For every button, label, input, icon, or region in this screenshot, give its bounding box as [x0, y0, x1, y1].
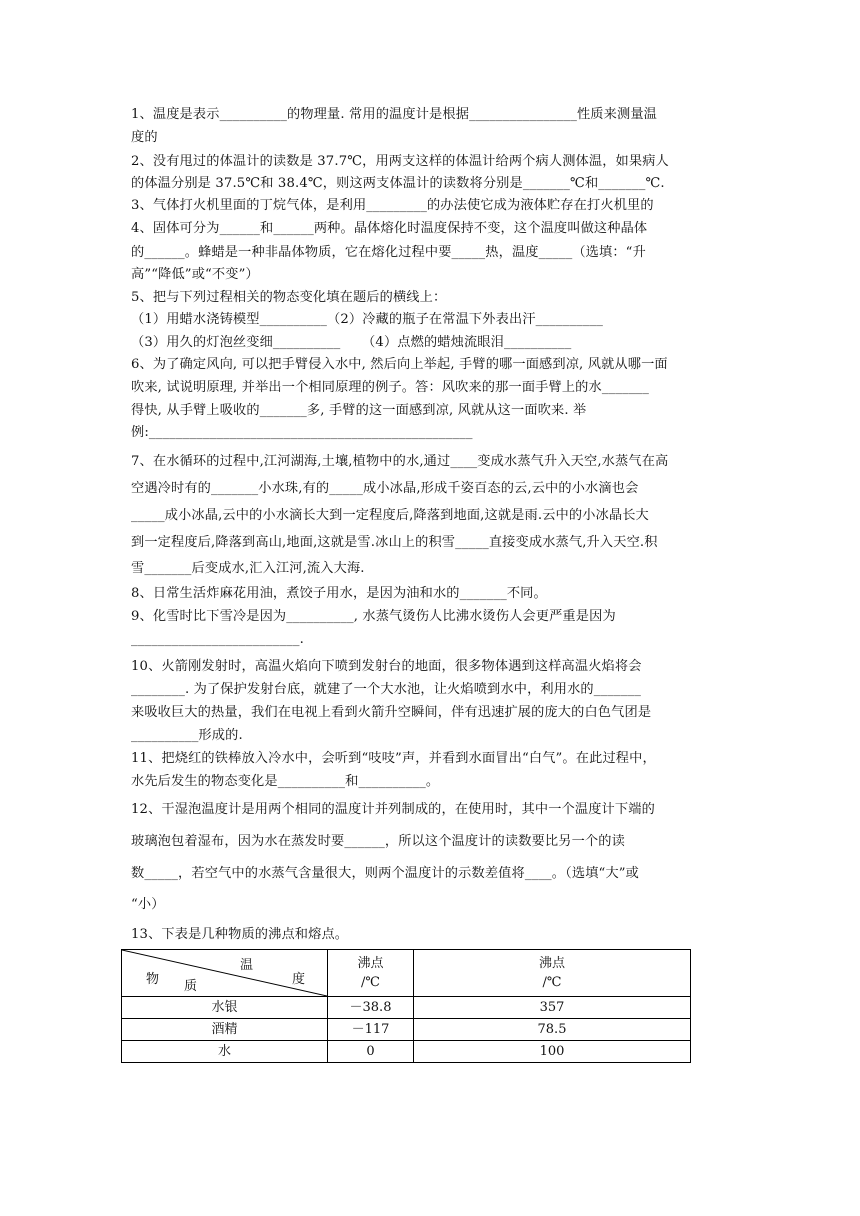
text-line: _________________________.	[131, 632, 304, 647]
text-line: 的______。蜂蜡是一种非晶体物质，它在熔化过程中要_____热，温度_____（选填：“升	[131, 245, 646, 260]
text-line: 8、日常生活炸麻花用油，煮饺子用水，是因为油和水的_______不同。	[131, 586, 547, 601]
text-line: 得快, 从手臂上吸收的_______多, 手臂的这一面感到凉, 风就从这一面吹来. 举	[131, 403, 587, 418]
text-line: （1）用蜡水浇铸模型__________（2）冷藏的瓶子在常温下外表出汗__________	[131, 312, 604, 327]
text-line: 6、为了确定风向, 可以把手臂侵入水中, 然后向上举起, 手臂的哪一面感到凉, 风就从哪一面	[131, 357, 668, 372]
text-line: 13、下表是几种物质的沸点和熔点。	[131, 927, 349, 942]
text-line: __________形成的.	[131, 728, 243, 743]
diag-label-left: 物	[146, 972, 160, 987]
text-line: 1、温度是表示__________的物理量. 常用的温度计是根据________________性质来测量温	[131, 107, 657, 122]
col2-name: 沸点	[538, 956, 565, 971]
text-line: 9、化雪时比下雪冷是因为__________, 水蒸气烫伤人比沸水烫伤人会更严重是因为	[131, 609, 616, 624]
text-line: 雪_______后变成水,汇入江河,流入大海.	[131, 561, 365, 576]
col1-name: 沸点	[357, 956, 384, 971]
text-line: 例:________________________________________________	[131, 425, 473, 440]
table-row	[122, 997, 691, 1019]
diag-label-top2: 度	[292, 972, 306, 987]
text-line: 来吸收巨大的热量，我们在电视上看到火箭升空瞬间，伴有迅速扩展的庞大的白色气团是	[131, 705, 652, 720]
text-line: 吹来, 试说明原理, 并举出一个相同原理的例子。答：风吹来的那一面手臂上的水_______	[131, 380, 650, 395]
table-row	[122, 1041, 691, 1063]
col2-unit: /℃	[542, 975, 562, 990]
col1-header	[328, 950, 414, 997]
text-line: 11、把烧红的铁棒放入冷水中，会听到“吱吱”声，并看到水面冒出“白气”。在此过程中，	[131, 751, 656, 766]
text-line: 度的	[131, 130, 158, 145]
boiling-melting-table	[121, 949, 691, 1063]
text-line: 7、在水循环的过程中,江河湖海,土壤,植物中的水,通过____变成水蒸气升入天空,水蒸气在高	[131, 454, 669, 469]
text-line: 3、气体打火机里面的丁烷气体，是利用_________的办法使它成为液体贮存在打火机里的	[131, 198, 654, 213]
text-line: 10、火箭刚发射时，高温火焰向下喷到发射台的地面，很多物体遇到这样高温火焰将会	[131, 659, 642, 674]
text-line: 12、干湿泡温度计是用两个相同的温度计并列制成的，在使用时，其中一个温度计下端的	[131, 802, 655, 817]
text-line: 空遇冷时有的_______小水珠,有的_____成小冰晶,形成千姿百态的云,云中的小水滴也会	[131, 481, 639, 496]
row-value-2: 78.5	[414, 1019, 691, 1041]
text-line: 5、把与下列过程相关的物态变化填在题后的横线上：	[131, 290, 447, 305]
row-value-2: 357	[414, 997, 691, 1019]
text-line: 高”“降低”或“不变”）	[131, 267, 259, 282]
col2-header	[414, 950, 691, 997]
text-line: 玻璃泡包着湿布，因为水在蒸发时要______，所以这个温度计的读数要比另一个的读	[131, 834, 625, 849]
text-line: ________. 为了保护发射台底，就建了一个大水池，让火焰喷到水中，利用水的_______	[131, 682, 641, 697]
text-line: 水先后发生的物态变化是__________和__________。	[131, 774, 440, 789]
table-row	[122, 1019, 691, 1041]
text-line: 4、固体可分为______和______两种。晶体熔化时温度保持不变，这个温度叫做这种晶体	[131, 221, 648, 236]
text-line: 数_____，若空气中的水蒸气含量很大，则两个温度计的示数差值将____。（选填“大”或	[131, 866, 640, 881]
row-value-2: 100	[414, 1041, 691, 1063]
text-line: 到一定程度后,降落到高山,地面,这就是雪.冰山上的积雪_____直接变成水蒸气,升入天空.积	[131, 535, 658, 550]
row-name: 酒精	[122, 1019, 328, 1041]
text-line: 2、没有甩过的体温计的读数是 37.7℃，用两支这样的体温计给两个病人测体温，如果病人	[131, 154, 669, 169]
diag-label-bottom: 质	[184, 979, 198, 994]
text-line: 的体温分别是 37.5℃和 38.4℃，则这两支体温计的读数将分别是_______℃和_______℃.	[131, 176, 665, 191]
text-line: （3）用久的灯泡丝变细__________ （4）点燃的蜡烛流眼泪__________	[131, 335, 572, 350]
row-value-1: 0	[328, 1041, 414, 1063]
table-header-row	[122, 950, 691, 997]
row-value-1: －38.8	[328, 997, 414, 1019]
col1-unit: /℃	[361, 975, 380, 990]
text-line: _____成小冰晶,云中的小水滴长大到一定程度后,降落到地面,这就是雨.云中的小冰晶长大	[131, 508, 649, 523]
row-value-1: －117	[328, 1019, 414, 1041]
row-name: 水银	[122, 997, 328, 1019]
diagonal-header-cell	[122, 950, 328, 997]
text-line: “小）	[131, 897, 165, 912]
diag-label-top: 温	[240, 958, 254, 973]
row-name: 水	[122, 1041, 328, 1063]
